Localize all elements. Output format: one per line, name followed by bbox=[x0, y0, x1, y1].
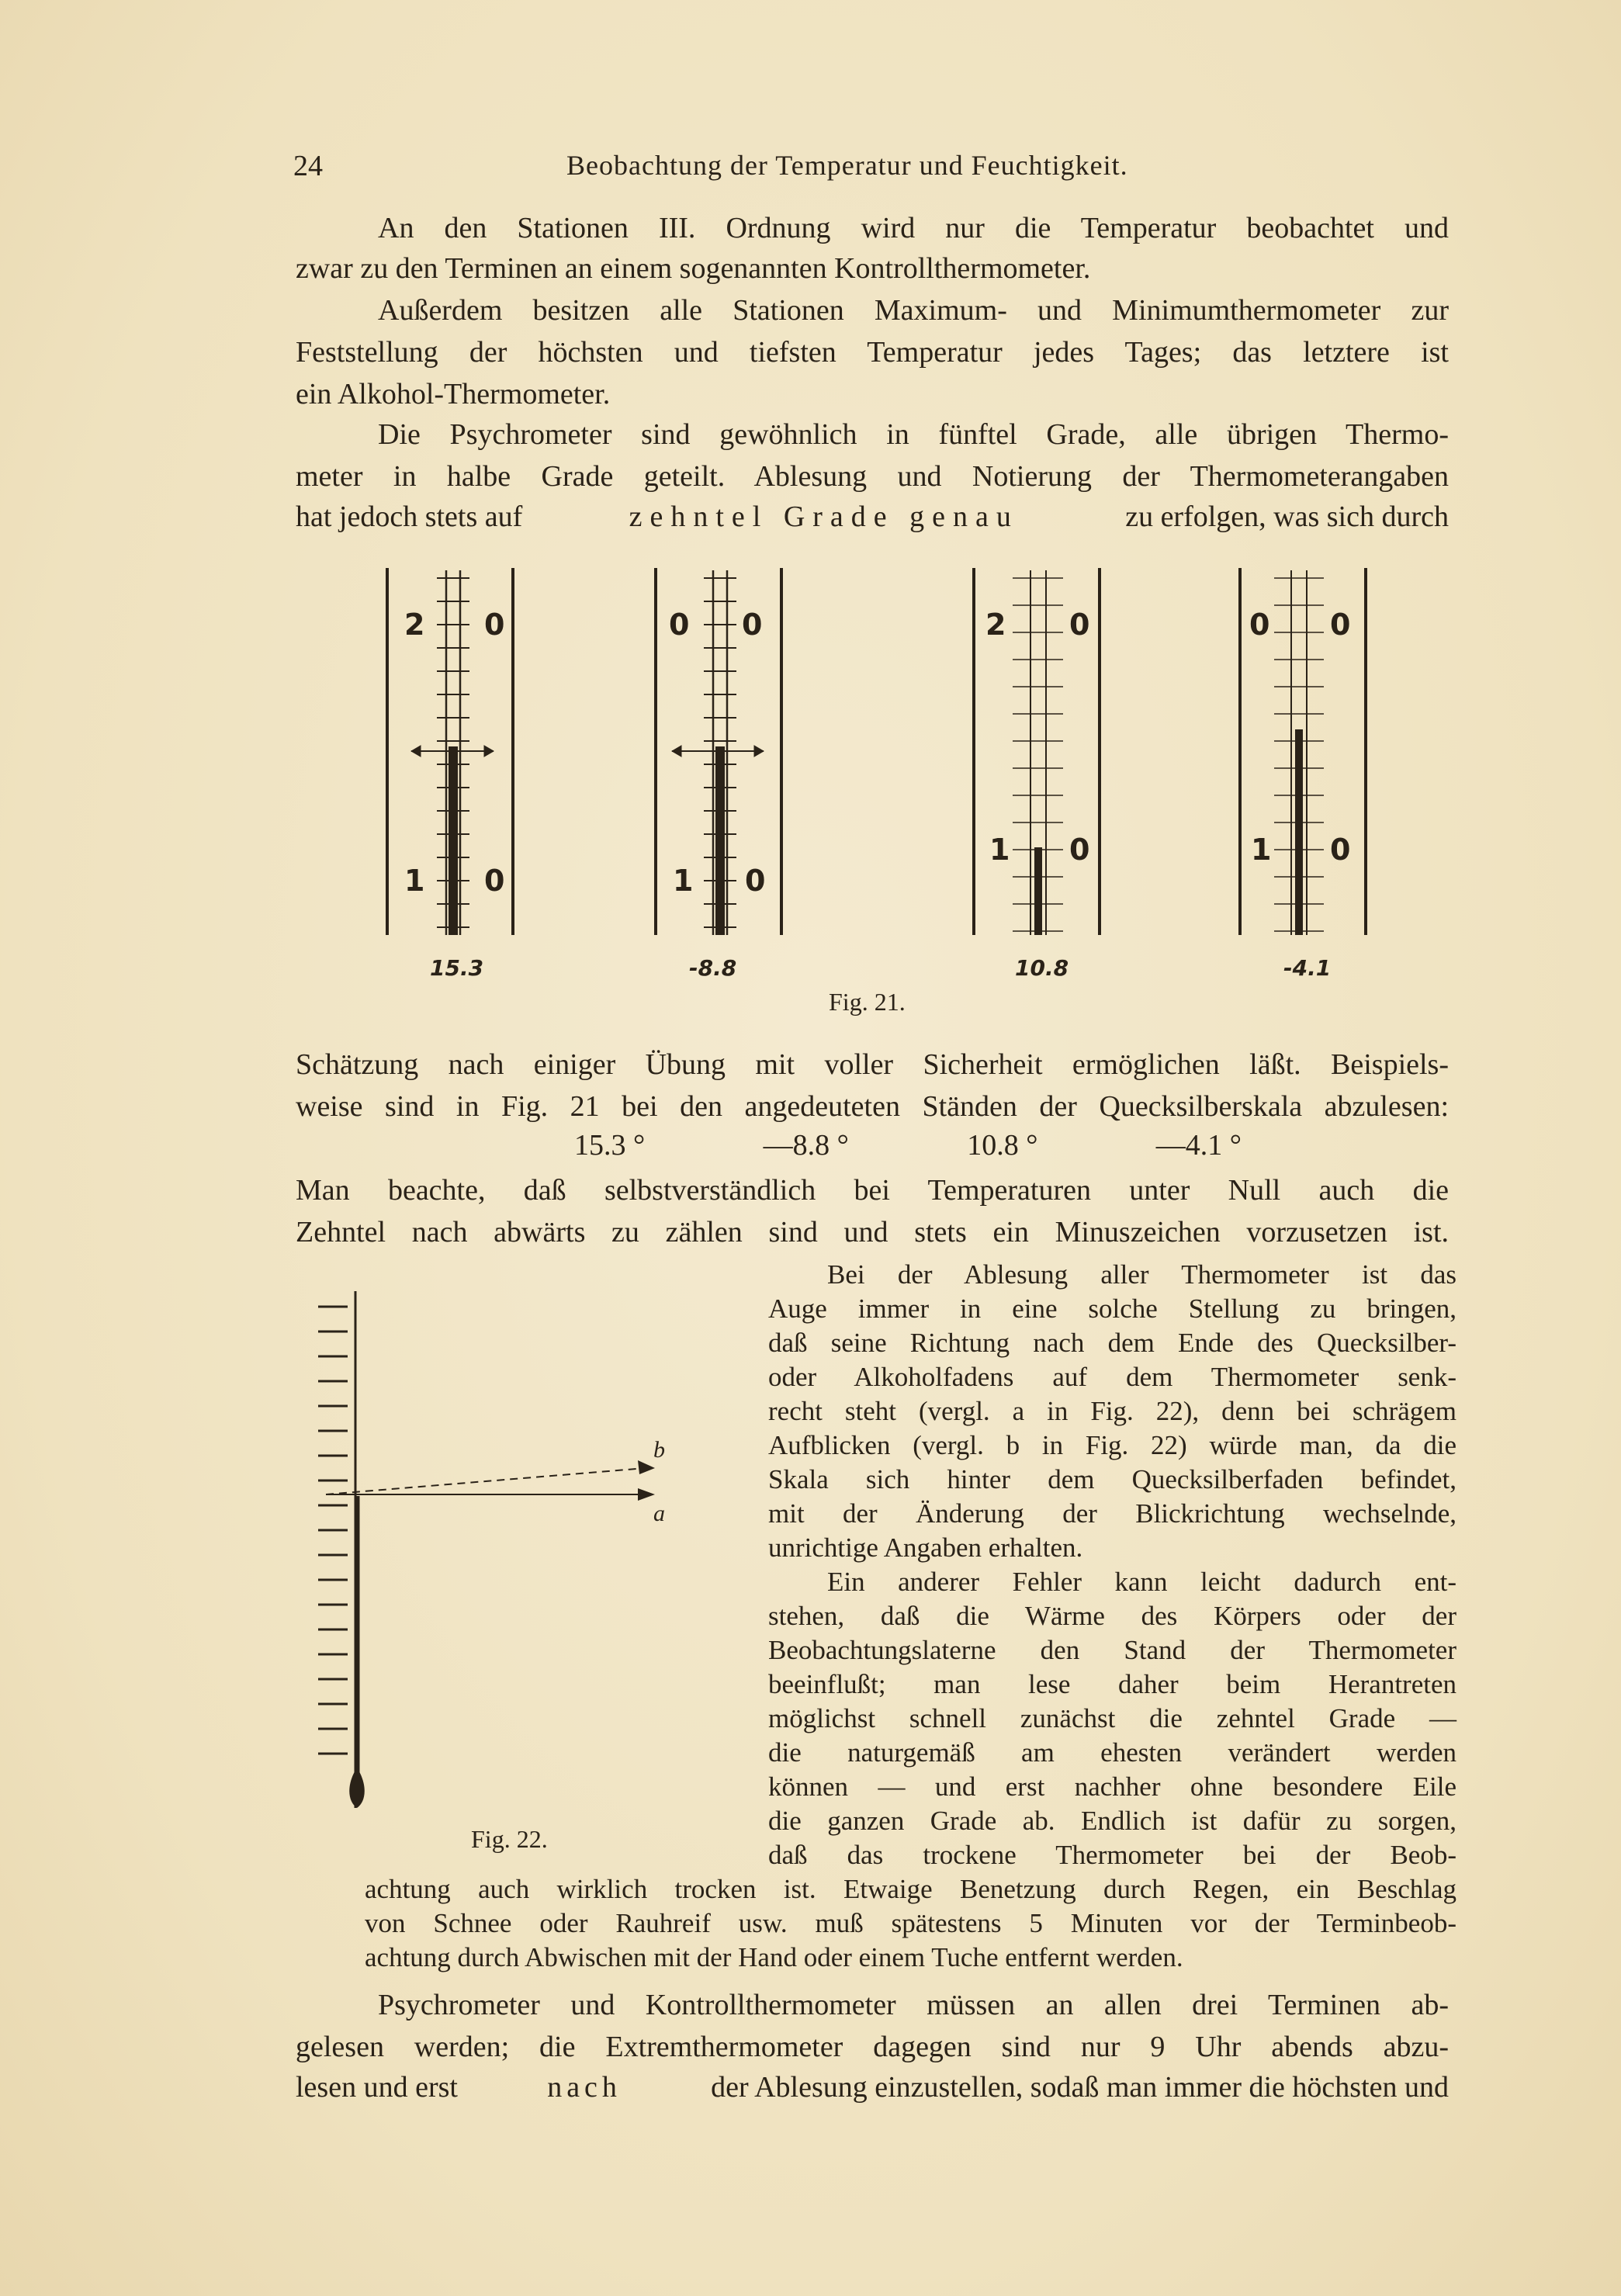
reading-value: —4.1 ° bbox=[1155, 1129, 1242, 1162]
para5-line5: recht steht (vergl. a in Fig. 22), denn bei schrägem bbox=[768, 1396, 1456, 1426]
t3-top-left: 2 bbox=[985, 608, 1006, 642]
para6-line4: beeinflußt; man lese daher beim Herantreten bbox=[768, 1669, 1456, 1699]
para7-line3-spaced: nach bbox=[547, 2071, 622, 2104]
para6-line8: die ganzen Grade ab. Endlich ist dafür zu sorgen, bbox=[768, 1806, 1456, 1836]
readings-row bbox=[574, 1125, 1242, 1165]
t4-reading: -4.1 bbox=[1283, 955, 1332, 981]
t4-bottom-right: 0 bbox=[1330, 833, 1351, 867]
para3-line3-spaced: zehntel Grade genau bbox=[629, 500, 1019, 533]
para5-line7: Skala sich hinter dem Quecksilberfaden befindet, bbox=[768, 1464, 1456, 1494]
reading-value: 15.3 ° bbox=[574, 1129, 646, 1162]
para4-line4: Zehntel nach abwärts zu zählen sind und stets ein Minuszeichen vorzusetzen ist. bbox=[296, 1216, 1449, 1248]
t2-top-right: 0 bbox=[742, 608, 763, 642]
para5-line2: Auge immer in eine solche Stellung zu bringen, bbox=[768, 1293, 1456, 1324]
t3-bottom-right: 0 bbox=[1069, 833, 1090, 867]
t1-bottom-left: 1 bbox=[404, 864, 425, 898]
scale-ticks bbox=[318, 1307, 348, 1754]
reading-value: 10.8 ° bbox=[967, 1129, 1038, 1162]
para6-line7: können — und erst nachher ohne besondere Eile bbox=[768, 1771, 1456, 1802]
t2-reading: -8.8 bbox=[689, 955, 737, 981]
para5-line4: oder Alkoholfadens auf dem Thermometer senk- bbox=[768, 1362, 1456, 1392]
para7-line3 bbox=[296, 2067, 1449, 2107]
para1-line1: An den Stationen III. Ordnung wird nur die Temperatur beobachtet und bbox=[378, 212, 1449, 244]
t1-reading: 15.3 bbox=[430, 955, 484, 981]
para7-line2: gelesen werden; die Extremthermometer dagegen sind nur 9 Uhr abends abzu- bbox=[296, 2031, 1449, 2063]
para2-line2: Feststellung der höchsten und tiefsten Temperatur jedes Tages; das letztere ist bbox=[296, 336, 1449, 369]
t3-top-right: 0 bbox=[1069, 608, 1090, 642]
t3-reading: 10.8 bbox=[1015, 955, 1069, 981]
para5-line6: Aufblicken (vergl. b in Fig. 22) würde man, da die bbox=[768, 1430, 1456, 1460]
t2-bottom-left: 1 bbox=[673, 864, 694, 898]
t4-top-right: 0 bbox=[1330, 608, 1351, 642]
para1-line2: zwar zu den Terminen an einem sogenannten Kontrollthermometer. bbox=[296, 252, 1091, 285]
t3-bottom-left: 1 bbox=[989, 833, 1010, 867]
para3-line3-end: zu erfolgen, was sich durch bbox=[1125, 500, 1449, 533]
fig21-thermometers bbox=[0, 543, 1621, 1009]
para5-line1: Bei der Ablesung aller Thermometer ist das bbox=[827, 1259, 1456, 1290]
running-title: Beobachtung der Temperatur und Feuchtigkeit. bbox=[566, 150, 1128, 181]
t1-top-left: 2 bbox=[404, 608, 425, 642]
para2-line3: ein Alkohol-Thermometer. bbox=[296, 378, 611, 410]
para7-line3-start: lesen und erst bbox=[296, 2071, 458, 2104]
fig22-caption: Fig. 22. bbox=[471, 1825, 548, 1853]
para3-line3 bbox=[296, 497, 1449, 537]
para6-line1: Ein anderer Fehler kann leicht dadurch ent- bbox=[827, 1567, 1456, 1597]
t1-bottom-right: 0 bbox=[484, 864, 505, 898]
para6-line10: achtung auch wirklich trocken ist. Etwaige Benetzung durch Regen, ein Beschlag bbox=[365, 1874, 1456, 1904]
para5-line8: mit der Änderung der Blickrichtung wechselnde, bbox=[768, 1498, 1456, 1529]
para4-line3: Man beachte, daß selbstverständlich bei Temperaturen unter Null auch die bbox=[296, 1174, 1449, 1207]
para6-line12: achtung durch Abwischen mit der Hand oder einem Tuche entfernt werden. bbox=[365, 1942, 1183, 1972]
para5-line9: unrichtige Angaben erhalten. bbox=[768, 1532, 1083, 1563]
para3-line3-start: hat jedoch stets auf bbox=[296, 500, 523, 533]
t2-bottom-right: 0 bbox=[745, 864, 766, 898]
fig22-reading-diagram bbox=[303, 1280, 706, 1823]
para4-line2: weise sind in Fig. 21 bei den angedeuteten Ständen der Quecksilberskala abzulesen: bbox=[296, 1090, 1449, 1123]
fig21-caption: Fig. 21. bbox=[829, 988, 906, 1016]
t4-top-left: 0 bbox=[1249, 608, 1270, 642]
para7-line3-end: der Ablesung einzustellen, sodaß man immer die höchsten und bbox=[711, 2071, 1449, 2104]
para2-line1: Außerdem besitzen alle Stationen Maximum- und Minimumthermometer zur bbox=[378, 294, 1449, 327]
fig22-label-b: b bbox=[653, 1437, 665, 1463]
para6-line6: die naturgemäß am ehesten verändert werden bbox=[768, 1737, 1456, 1768]
para4-line1: Schätzung nach einiger Übung mit voller Sicherheit ermöglichen läßt. Beispiels- bbox=[296, 1048, 1449, 1081]
para6-line11: von Schnee oder Rauhreif usw. muß spätestens 5 Minuten vor der Terminbeob- bbox=[365, 1908, 1456, 1938]
para6-line5: möglichst schnell zunächst die zehntel Grade — bbox=[768, 1703, 1456, 1733]
para6-line3: Beobachtungslaterne den Stand der Thermometer bbox=[768, 1635, 1456, 1665]
t1-top-right: 0 bbox=[484, 608, 505, 642]
fig22-label-a: a bbox=[653, 1501, 665, 1526]
para5-line3: daß seine Richtung nach dem Ende des Quecksilber- bbox=[768, 1328, 1456, 1358]
t4-bottom-left: 1 bbox=[1251, 833, 1272, 867]
eye-a-icon bbox=[638, 1488, 655, 1501]
para6-line2: stehen, daß die Wärme des Körpers oder der bbox=[768, 1601, 1456, 1631]
para6-line9: daß das trockene Thermometer bei der Beob- bbox=[768, 1840, 1456, 1870]
reading-value: —8.8 ° bbox=[763, 1129, 849, 1162]
t2-top-left: 0 bbox=[669, 608, 690, 642]
page-number: 24 bbox=[293, 150, 323, 182]
para3-line2: meter in halbe Grade geteilt. Ablesung und Notierung der Thermometerangaben bbox=[296, 460, 1449, 493]
para3-line1: Die Psychrometer sind gewöhnlich in fünftel Grade, alle übrigen Thermo- bbox=[378, 418, 1449, 451]
eye-b-icon bbox=[638, 1460, 655, 1474]
para7-line1: Psychrometer und Kontrollthermometer müssen an allen drei Terminen ab- bbox=[378, 1989, 1449, 2021]
